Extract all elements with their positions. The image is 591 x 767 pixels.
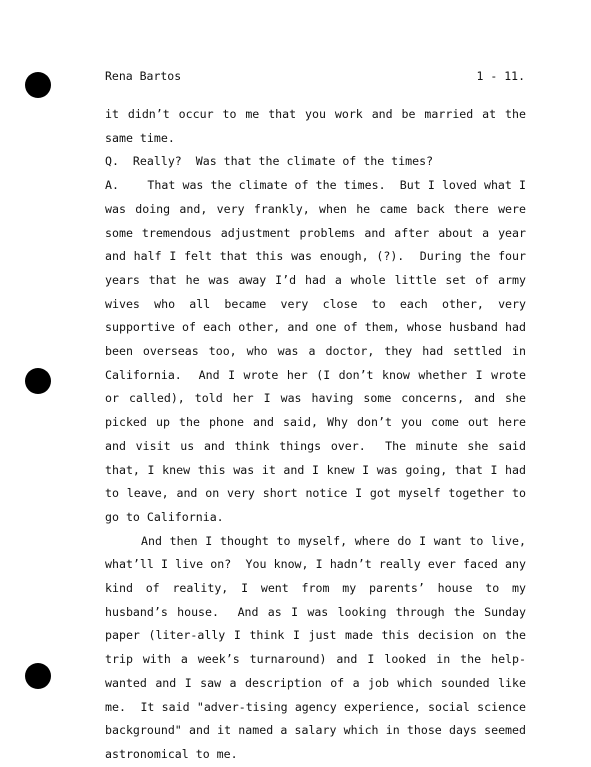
binder-hole-bottom <box>25 663 51 689</box>
binder-hole-middle <box>25 368 51 394</box>
transcript-body <box>105 103 526 767</box>
answer-paragraph: A. That was the climate of the times. But I loved what I was doing and, very frankly, when he came back there were some tremendous adjustment problems and after about a year and half I felt that this was enough, (?). During the four years that he was away I’d had a whole little set of army wives who all became very close to each other, very supportive of each other, and one of them, whose husband had been overseas too, who was a doctor, they had settled in California. And I wrote her (I don’t know whether I wrote or called), told her I was having some concerns, and she picked up the phone and said, Why don’t you come out here and visit us and think things over. The minute she said that, I knew this was it and I knew I was going, that I had to leave, and on very short notice I got myself together to go to California. <box>105 178 526 524</box>
answer-paragraph-continued: And then I thought to myself, where do I want to live, what’ll I live on? You know, I hadn’t really ever faced any kind of reality, I went from my parents’ house to my husband’s house. And as I was looking through the Sunday paper (liter-ally I think I just made this decision on the trip with a week’s turnaround) and I looked in the help-wanted and I saw a description of a job which sounded like me. It said "adver-tising agency experience, social science background" and it named a salary which in those days seemed astronomical to me. <box>105 533 526 761</box>
header-name: Rena Bartos <box>105 69 182 83</box>
page-number: 1 - 11. <box>476 69 525 83</box>
binder-hole-top <box>25 72 51 98</box>
question-paragraph: Q. Really? Was that the climate of the times? <box>105 154 434 169</box>
page-header <box>105 69 525 85</box>
paragraph-continuation: it didn’t occur to me that you work and be married at the same time. <box>105 107 526 145</box>
